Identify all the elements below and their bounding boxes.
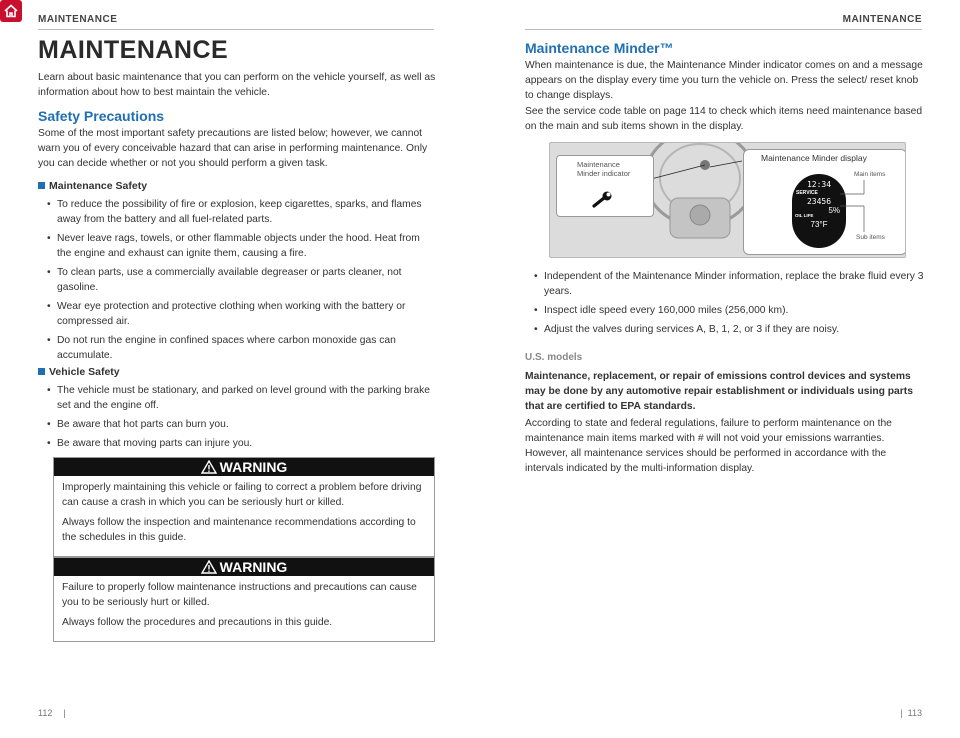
main-items-label: Main items	[854, 171, 886, 178]
display-temperature: 73°F	[810, 220, 828, 229]
warning-text: Improperly maintaining this vehicle or failing to correct a problem before driving can cause a crash in which you can be seriously hurt or killed.	[62, 482, 422, 508]
right-running-head: MAINTENANCE	[842, 14, 922, 25]
left-header-rule	[38, 29, 434, 30]
list-item: • Be aware that moving parts can injure you.	[38, 436, 436, 451]
intro-paragraph: Learn about basic maintenance that you can perform on the vehicle yourself, as well as information about how to best maintain the vehicle.	[38, 72, 436, 98]
list-item: • Independent of the Maintenance Minder information, replace the brake fluid every 3 years.	[525, 269, 925, 299]
list-item: • Do not run the engine in confined spaces where carbon monoxide gas can accumulate.	[38, 333, 436, 363]
page-separator: |	[900, 708, 903, 718]
section-marker-icon	[38, 182, 45, 189]
page-title: MAINTENANCE	[38, 36, 229, 64]
emissions-paragraph: According to state and federal regulations, failure to perform maintenance on the maintenance main items marked with # will not void your emissions warranties. However, all maintenance services should be performed in accordance with the intervals indicated by the multi-information display.	[525, 418, 892, 474]
display-percent: 5%	[828, 206, 840, 215]
indicator-callout	[556, 155, 654, 217]
right-page-number	[900, 708, 922, 718]
indicator-label: Maintenance Minder indicator	[577, 160, 631, 178]
maintenance-safety-label: Maintenance Safety	[49, 180, 148, 192]
display-mode: OIL LIFE	[795, 213, 814, 218]
maintenance-minder-heading: Maintenance Minder™	[525, 40, 674, 56]
warning-text: Always follow the inspection and maintenance recommendations according to the schedules in this guide.	[62, 517, 416, 543]
warning-box-2	[53, 557, 435, 642]
display-service: SERVICE	[796, 190, 818, 196]
right-header-rule	[525, 29, 922, 30]
display-title: Maintenance Minder display	[761, 153, 867, 163]
home-icon	[3, 3, 19, 19]
maintenance-safety-heading	[38, 180, 147, 192]
list-item: • Be aware that hot parts can burn you.	[38, 417, 436, 432]
list-item: • Adjust the valves during services A, B, 1, 2, or 3 if they are noisy.	[525, 322, 925, 337]
home-button[interactable]	[0, 0, 22, 22]
display-odometer: 23456	[806, 197, 832, 206]
safety-precautions-heading: Safety Precautions	[38, 108, 165, 124]
safety-intro-paragraph: Some of the most important safety precautions are listed below; however, we cannot warn you of every conceivable hazard that can arise in performing maintenance. Only you can decide whether or not you should perform a given task.	[38, 128, 428, 169]
warning-box-1	[53, 457, 435, 557]
list-item: • Wear eye protection and protective clothing when working with the battery or compressed air.	[38, 299, 436, 329]
us-models-label: U.S. models	[525, 352, 583, 363]
maintenance-minder-figure	[549, 142, 906, 258]
emissions-notice: Maintenance, replacement, or repair of emissions control devices and systems may be done by any automotive repair establishment or individuals using parts that are certified to EPA standards.	[525, 371, 913, 412]
section-marker-icon	[38, 368, 45, 375]
warning-label: WARNING	[219, 459, 288, 475]
vehicle-safety-label: Vehicle Safety	[49, 366, 120, 378]
left-running-head: MAINTENANCE	[38, 14, 118, 25]
vehicle-safety-list	[38, 383, 436, 455]
wrench-icon	[591, 190, 617, 210]
display-clock: 12:34	[806, 180, 832, 189]
warning-header	[54, 558, 434, 576]
minder-paragraph-2: See the service code table on page 114 to check which items need maintenance based on the main and sub items shown in the display.	[525, 106, 923, 132]
warning-label: WARNING	[219, 559, 288, 575]
maintenance-safety-list	[38, 197, 436, 367]
warning-triangle-icon	[201, 460, 217, 474]
display-callout	[743, 149, 906, 255]
page-number: 112	[38, 708, 53, 718]
list-item: • Never leave rags, towels, or other flammable objects under the hood. Heat from the engine and exhaust can ignite them, causing a fire.	[38, 231, 436, 261]
vehicle-safety-heading	[38, 366, 120, 378]
minder-bullet-list	[525, 269, 925, 341]
warning-text: Failure to properly follow maintenance instructions and precautions can cause you to be seriously hurt or killed.	[62, 582, 417, 608]
page-separator: |	[63, 708, 66, 718]
page-number: 113	[907, 708, 922, 718]
list-item: • Inspect idle speed every 160,000 miles (256,000 km).	[525, 303, 925, 318]
minder-paragraph-1: When maintenance is due, the Maintenance Minder indicator comes on and a message appears on the display every time you turn the vehicle on. Press the select/ reset knob to change displays.	[525, 60, 923, 101]
callout-lines	[744, 150, 906, 254]
warning-text: Always follow the procedures and precautions in this guide.	[62, 617, 333, 628]
warning-triangle-icon	[201, 560, 217, 574]
list-item: • To clean parts, use a commercially available degreaser or parts cleaner, not gasoline.	[38, 265, 436, 295]
sub-items-label: Sub items	[856, 234, 885, 241]
list-item: • To reduce the possibility of fire or explosion, keep cigarettes, sparks, and flames away from the battery and all fuel-related parts.	[38, 197, 436, 227]
list-item: • The vehicle must be stationary, and parked on level ground with the parking brake set and the engine off.	[38, 383, 436, 413]
left-page-number	[38, 708, 66, 718]
warning-header	[54, 458, 434, 476]
